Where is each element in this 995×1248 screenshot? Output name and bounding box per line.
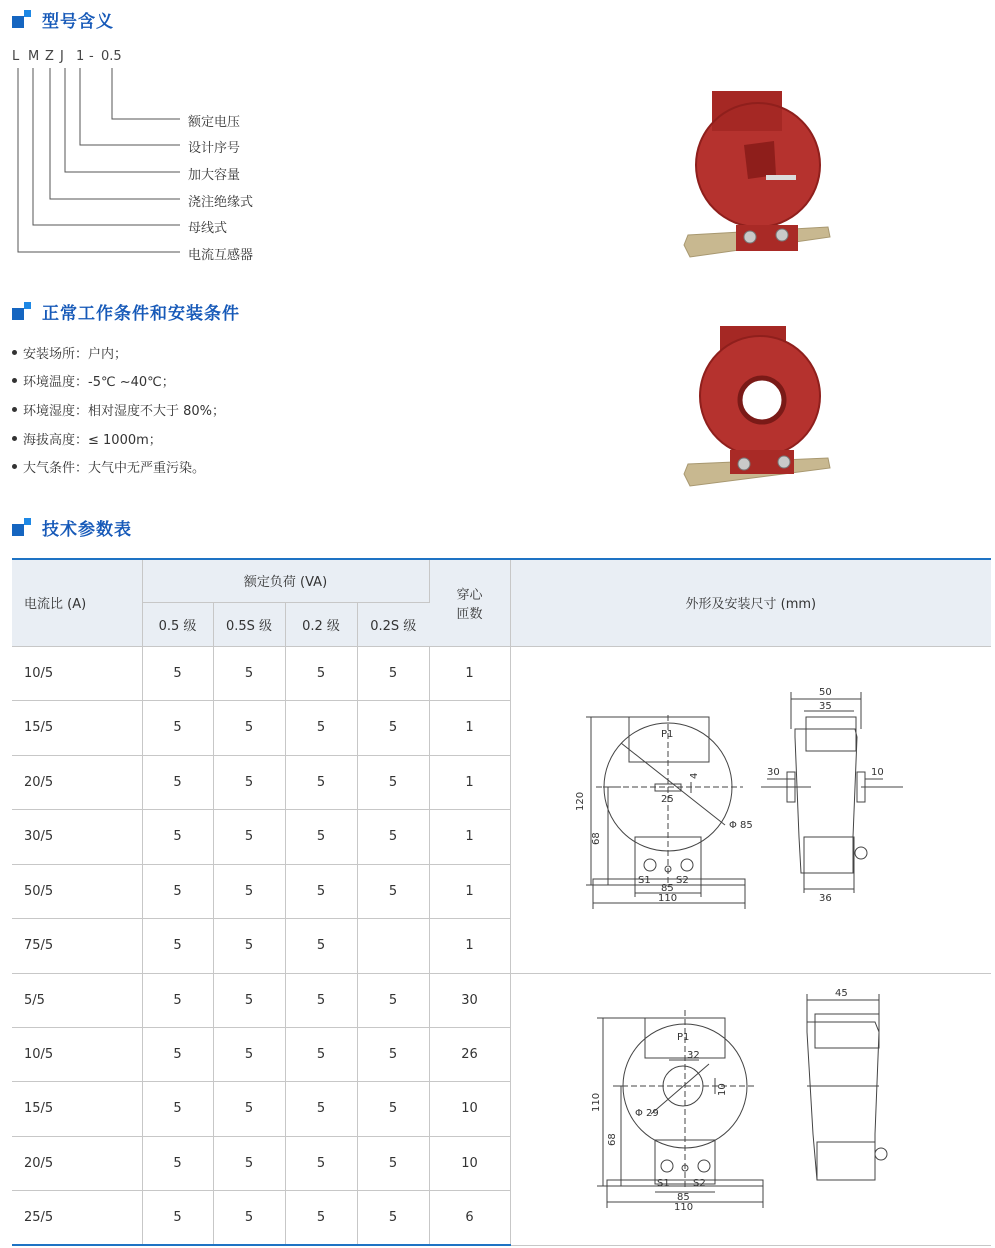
cell-value: 5 <box>213 755 285 810</box>
dim-hole-h: 10 <box>716 1082 728 1096</box>
label-s1: S1 <box>637 874 651 886</box>
cell-value: 5 <box>357 1191 429 1245</box>
bullet-icon <box>12 464 17 469</box>
product-photo-window <box>678 318 838 493</box>
cell-value: 5 <box>357 1027 429 1081</box>
bullet-icon <box>12 436 17 441</box>
section-title-text: 正常工作条件和安装条件 <box>42 303 240 324</box>
cell-ratio: 10/5 <box>12 1027 142 1081</box>
cell-turns: 10 <box>429 1082 510 1136</box>
dim-h68: 68 <box>590 831 602 845</box>
cell-value: 5 <box>285 973 357 1027</box>
cell-turns: 10 <box>429 1136 510 1190</box>
header-class: 0.5 级 <box>142 602 213 646</box>
cell-value: 5 <box>357 1136 429 1190</box>
legend-label: 设计序号 <box>188 141 241 156</box>
conditions-list <box>12 338 225 481</box>
dim-w85: 85 <box>676 1191 690 1203</box>
label-p1: P1 <box>676 1031 689 1043</box>
model-code-char: 0.5 <box>101 49 122 64</box>
cell-value: 5 <box>213 919 285 974</box>
cell-value: 5 <box>142 973 213 1027</box>
section-title-conditions <box>12 300 240 322</box>
dimension-drawing-2 <box>511 974 992 1245</box>
cell-turns: 6 <box>429 1191 510 1245</box>
table-row <box>12 973 991 1027</box>
dim-h110: 110 <box>590 1092 602 1112</box>
dim-w85: 85 <box>660 882 674 894</box>
cell-value: 5 <box>285 919 357 974</box>
cell-ratio: 15/5 <box>12 701 142 756</box>
product-photo-closed <box>678 85 838 265</box>
model-code-char: M <box>28 49 40 64</box>
label-s2: S2 <box>692 1177 706 1189</box>
bullet-icon <box>12 407 17 412</box>
cell-value: 5 <box>213 1136 285 1190</box>
cell-value: 5 <box>213 1082 285 1136</box>
cell-value: 5 <box>142 1027 213 1081</box>
cell-value: 5 <box>285 1191 357 1245</box>
cell-ratio: 20/5 <box>12 755 142 810</box>
dim-dia: Φ 85 <box>728 819 753 831</box>
cell-value: 5 <box>142 1136 213 1190</box>
cell-value: 5 <box>285 1082 357 1136</box>
cell-turns: 1 <box>429 810 510 865</box>
cell-value: 5 <box>142 1082 213 1136</box>
cell-value: 5 <box>357 810 429 865</box>
cell-turns: 1 <box>429 919 510 974</box>
legend-label: 母线式 <box>188 221 228 236</box>
cell-turns: 1 <box>429 864 510 919</box>
cell-value: 5 <box>285 864 357 919</box>
model-code-char: L <box>12 49 20 64</box>
header-class: 0.5S 级 <box>213 602 285 646</box>
header-class: 0.2S 级 <box>357 602 429 646</box>
list-item: 环境湿度：相对湿度不大于 80%； <box>12 395 225 424</box>
cell-ratio: 25/5 <box>12 1191 142 1245</box>
cell-value: 5 <box>213 864 285 919</box>
cell-value: 5 <box>142 701 213 756</box>
cell-value <box>357 919 429 974</box>
cell-ratio: 5/5 <box>12 973 142 1027</box>
section-square-icon <box>12 300 34 322</box>
bullet-icon <box>12 378 17 383</box>
dim-h68: 68 <box>606 1132 618 1146</box>
dim-slot-w: 25 <box>660 793 674 805</box>
cell-ratio: 75/5 <box>12 919 142 974</box>
dim-h120: 120 <box>574 791 586 811</box>
dim-side-10: 10 <box>870 766 884 778</box>
cell-value: 5 <box>357 973 429 1027</box>
model-code-char: J <box>60 49 64 64</box>
dimension-drawing-1-cell <box>510 646 991 973</box>
bullet-icon <box>12 350 17 355</box>
list-item: 安装场所：户内； <box>12 338 225 367</box>
dimension-drawing-2-cell <box>510 973 991 1245</box>
cell-value: 5 <box>213 810 285 865</box>
list-item: 环境温度：-5℃ ~40℃； <box>12 367 225 396</box>
cell-ratio: 50/5 <box>12 864 142 919</box>
legend-label: 浇注绝缘式 <box>188 195 254 210</box>
dim-w110: 110 <box>657 892 677 904</box>
cell-ratio: 10/5 <box>12 646 142 701</box>
label-s2: S2 <box>675 874 689 886</box>
cell-value: 5 <box>213 973 285 1027</box>
section-square-icon <box>12 516 34 538</box>
cell-value: 5 <box>142 864 213 919</box>
cell-turns: 1 <box>429 701 510 756</box>
cell-value: 5 <box>357 1082 429 1136</box>
cell-value: 5 <box>285 810 357 865</box>
legend-label: 加大容量 <box>188 168 241 183</box>
cell-value: 5 <box>357 646 429 701</box>
cell-value: 5 <box>142 646 213 701</box>
table-row <box>12 646 991 701</box>
label-s1: S1 <box>656 1177 670 1189</box>
section-title-text: 技术参数表 <box>42 519 132 540</box>
dimension-drawing-1 <box>511 647 992 973</box>
cell-turns: 1 <box>429 755 510 810</box>
cell-value: 5 <box>213 646 285 701</box>
model-code-char: Z <box>45 49 54 64</box>
dim-side-30: 30 <box>766 766 780 778</box>
cell-value: 5 <box>285 646 357 701</box>
header-turns: 穿心 匝数 <box>429 559 510 646</box>
cell-value: 5 <box>142 919 213 974</box>
dim-side-w35: 35 <box>818 700 832 712</box>
cell-value: 5 <box>285 701 357 756</box>
list-item: 大气条件：大气中无严重污染。 <box>12 452 225 481</box>
cell-turns: 1 <box>429 646 510 701</box>
dim-hole-w: 32 <box>686 1049 700 1061</box>
model-code-char: - <box>89 49 94 64</box>
cell-value: 5 <box>213 1027 285 1081</box>
cell-value: 5 <box>142 810 213 865</box>
header-class: 0.2 级 <box>285 602 357 646</box>
section-title-text: 型号含义 <box>42 11 114 32</box>
cell-ratio: 30/5 <box>12 810 142 865</box>
cell-value: 5 <box>142 755 213 810</box>
spec-table <box>12 558 991 1246</box>
list-item: 海拔高度：≤ 1000m； <box>12 424 225 453</box>
cell-value: 5 <box>285 1027 357 1081</box>
dim-slot-h: 4 <box>688 772 700 779</box>
cell-value: 5 <box>285 1136 357 1190</box>
model-code-char: 1 <box>76 49 85 64</box>
cell-value: 5 <box>285 755 357 810</box>
cell-ratio: 20/5 <box>12 1136 142 1190</box>
header-dims: 外形及安装尺寸 (mm) <box>510 559 991 646</box>
cell-value: 5 <box>213 701 285 756</box>
section-title-params <box>12 516 132 538</box>
model-legend-lines <box>0 0 300 270</box>
cell-value: 5 <box>357 864 429 919</box>
header-ratio: 电流比 (A) <box>12 559 142 646</box>
dim-side-w45: 45 <box>834 987 848 999</box>
dim-w110: 110 <box>673 1201 693 1213</box>
cell-value: 5 <box>357 755 429 810</box>
cell-value: 5 <box>357 701 429 756</box>
legend-label: 额定电压 <box>188 115 241 130</box>
dim-side-36: 36 <box>818 892 832 904</box>
dim-dia: Φ 29 <box>634 1107 659 1119</box>
dim-side-w50: 50 <box>818 686 832 698</box>
legend-label: 电流互感器 <box>188 248 254 263</box>
cell-value: 5 <box>142 1191 213 1245</box>
cell-turns: 30 <box>429 973 510 1027</box>
cell-turns: 26 <box>429 1027 510 1081</box>
cell-value: 5 <box>213 1191 285 1245</box>
label-p1: P1 <box>660 728 673 740</box>
cell-ratio: 15/5 <box>12 1082 142 1136</box>
header-burden: 额定负荷 (VA) <box>142 559 429 602</box>
